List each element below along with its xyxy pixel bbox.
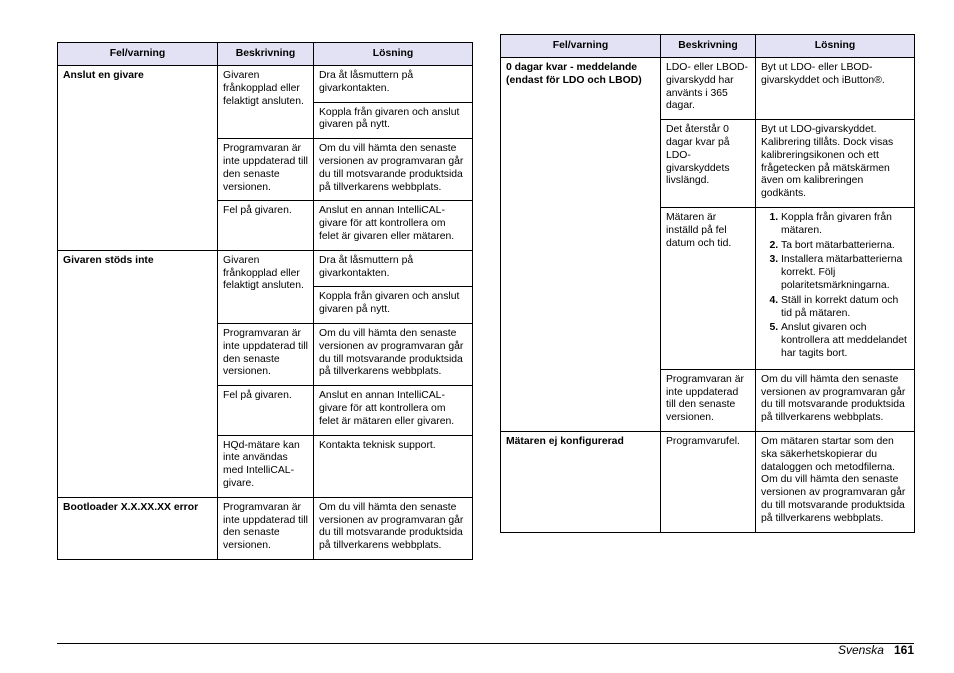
header-solution: Lösning — [756, 35, 915, 58]
solution-cell: Koppla från givaren och anslut givaren på nytt. — [314, 102, 473, 139]
description-cell: Programvaran är inte uppdaterad till den senaste versionen. — [218, 323, 314, 385]
description-cell: Det återstår 0 dagar kvar på LDO-givarskyddets livslängd. — [661, 120, 756, 208]
description-cell: Mätaren är inställd på fel datum och tid. — [661, 207, 756, 369]
table-row — [501, 431, 915, 532]
solution-cell: Om du vill hämta den senaste versionen av programvaran går du till motsvarande produktsida på tillverkarens webbplats. — [314, 497, 473, 559]
description-cell: Programvaran är inte uppdaterad till den senaste versionen. — [661, 369, 756, 431]
solution-cell: Kontakta teknisk support. — [314, 435, 473, 497]
solution-cell: Dra åt låsmuttern på givarkontakten. — [314, 250, 473, 287]
header-solution: Lösning — [314, 43, 473, 66]
solution-cell: Byt ut LDO- eller LBOD-givarskyddet och iButton®. — [756, 58, 915, 120]
table-row — [501, 58, 915, 120]
solution-cell: Byt ut LDO-givarskyddet. Kalibrering tillåts. Dock visas kalibreringsikonen och ett frågetecken på mätskärmen även om kalibreringen godkänts. — [756, 120, 915, 208]
footer-language: Svenska — [837, 643, 884, 657]
page-footer — [838, 643, 914, 657]
solution-step: 1. Koppla från givaren från mätaren. — [781, 212, 909, 238]
description-cell: Givaren frånkopplad eller felaktigt ansluten. — [218, 66, 314, 139]
description-cell: HQd-mätare kan inte användas med IntelliCAL-givare. — [218, 435, 314, 497]
table-row — [58, 66, 473, 103]
solution-cell: Anslut en annan IntelliCAL-givare för att kontrollera om felet är givaren eller mätaren. — [314, 201, 473, 250]
footer-divider — [57, 643, 914, 644]
solution-cell: Om du vill hämta den senaste versionen av programvaran går du till motsvarande produktsida på tillverkarens webbplats. — [314, 323, 473, 385]
page-number: 161 — [893, 643, 914, 657]
table-header-row — [501, 35, 915, 58]
description-cell: Programvaran är inte uppdaterad till den senaste versionen. — [218, 139, 314, 201]
error-cell: 0 dagar kvar - meddelande (endast för LDO och LBOD) — [501, 58, 661, 432]
error-cell: Givaren stöds inte — [58, 250, 218, 497]
header-description: Beskrivning — [661, 35, 756, 58]
header-error: Fel/varning — [501, 35, 661, 58]
description-cell: Givaren frånkopplad eller felaktigt ansluten. — [218, 250, 314, 323]
description-cell: Fel på givaren. — [218, 201, 314, 250]
solution-cell: Dra åt låsmuttern på givarkontakten. — [314, 66, 473, 103]
solution-cell: Koppla från givaren och anslut givaren på nytt. — [314, 287, 473, 324]
description-cell: Programvaran är inte uppdaterad till den senaste versionen. — [218, 497, 314, 559]
solution-cell: Om du vill hämta den senaste versionen av programvaran går du till motsvarande produktsida på tillverkarens webbplats. — [756, 369, 915, 431]
solution-steps-list — [761, 212, 909, 361]
description-cell: LDO- eller LBOD-givarskydd har använts i 365 dagar. — [661, 58, 756, 120]
solution-step: 5. Anslut givaren och kontrollera att meddelandet har tagits bort. — [781, 322, 909, 360]
solution-cell: Anslut en annan IntelliCAL-givare för att kontrollera om felet är mätaren eller givaren. — [314, 386, 473, 435]
solution-cell: Om mätaren startar som den ska säkerhetskopierar du dataloggen och metodfilerna. Om du vill hämta den senaste versionen av programvaran går du till motsvarande produktsida på tillverkarens webbplats. — [756, 431, 915, 532]
solution-step: 3. Installera mätarbatterierna korrekt. Följ polaritetsmärkningarna. — [781, 254, 909, 292]
header-error: Fel/varning — [58, 43, 218, 66]
error-cell: Bootloader X.X.XX.XX error — [58, 497, 218, 559]
error-cell: Mätaren ej konfigurerad — [501, 431, 661, 532]
solution-step: 4. Ställ in korrekt datum och tid på mätaren. — [781, 295, 909, 321]
solution-step: 2. Ta bort mätarbatterierna. — [781, 240, 909, 253]
header-description: Beskrivning — [218, 43, 314, 66]
table-row — [58, 497, 473, 559]
troubleshooting-table-right — [500, 34, 915, 533]
description-cell: Fel på givaren. — [218, 386, 314, 435]
solution-cell — [756, 207, 915, 369]
troubleshooting-table-left — [57, 42, 473, 560]
table-header-row — [58, 43, 473, 66]
table-row — [58, 250, 473, 287]
error-cell: Anslut en givare — [58, 66, 218, 251]
solution-cell: Om du vill hämta den senaste versionen av programvaran går du till motsvarande produktsida på tillverkarens webbplats. — [314, 139, 473, 201]
description-cell: Programvarufel. — [661, 431, 756, 532]
